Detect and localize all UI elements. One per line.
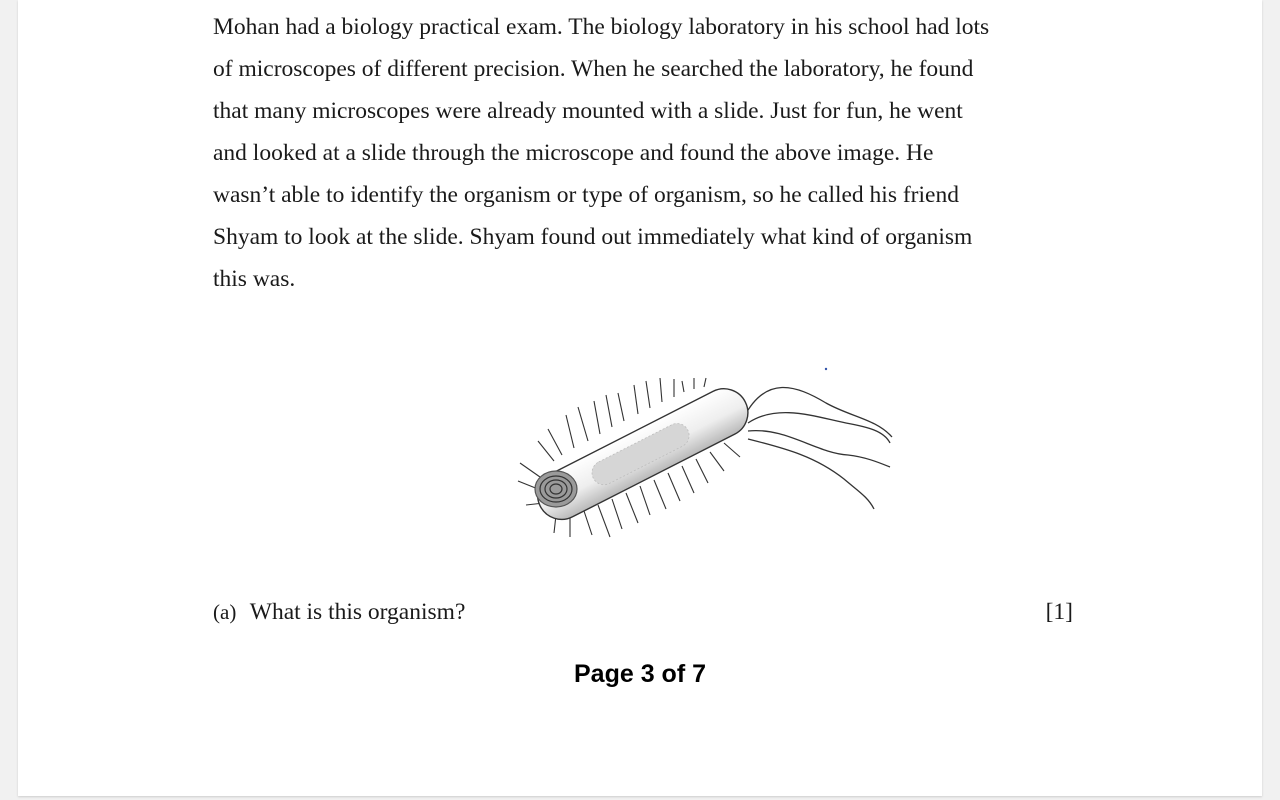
document-page — [18, 0, 1262, 796]
passage-line: that many microscopes were already mounted with a slide. Just for fun, he went — [213, 98, 963, 124]
passage-line: Mohan had a biology practical exam. The biology laboratory in his school had lots — [213, 14, 990, 40]
passage-line: wasn’t able to identify the organism or type of organism, so he called his friend — [213, 182, 959, 208]
question-a — [213, 592, 1073, 632]
page-number: Page 3 of 7 — [574, 660, 706, 688]
passage-line: Shyam to look at the slide. Shyam found out immediately what kind of organism — [213, 224, 973, 250]
passage-line: of microscopes of different precision. When he searched the laboratory, he found — [213, 56, 974, 82]
passage-line: this was. — [213, 266, 296, 292]
question-text: What is this organism? — [249, 599, 466, 625]
passage-line: and looked at a slide through the microscope and found the above image. He — [213, 140, 934, 166]
passage — [213, 6, 1113, 300]
bacterium-figure — [496, 345, 896, 560]
question-number: (a) — [213, 600, 237, 624]
question-marks: [1] — [1045, 599, 1073, 625]
bacterium-icon — [496, 345, 896, 560]
